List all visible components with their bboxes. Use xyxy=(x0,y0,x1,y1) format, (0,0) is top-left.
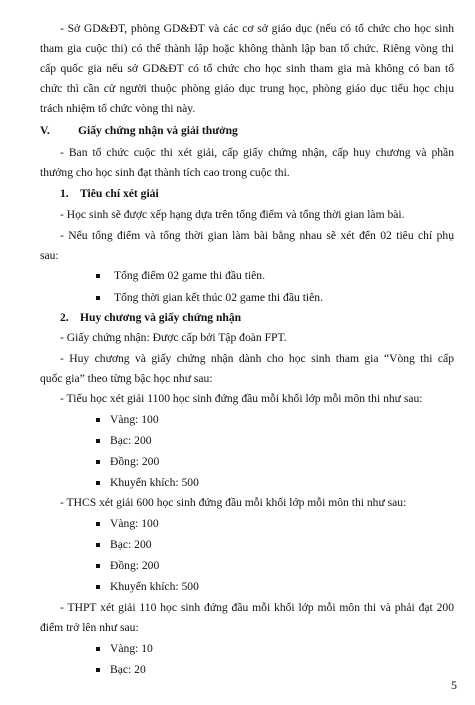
bullet-square-icon xyxy=(96,522,100,526)
subsection-title: Tiêu chí xét giải xyxy=(80,187,159,200)
bullet-item: Bạc: 20 xyxy=(110,663,146,676)
bullet-item: Đồng: 200 xyxy=(110,559,160,572)
paragraph-line: chức thì cần cử người thuộc phòng giáo dục trung học, phòng giáo dục tiểu học chịu xyxy=(40,82,454,95)
bullet-square-icon xyxy=(96,418,100,422)
bullet-item: Vàng: 100 xyxy=(110,413,159,426)
subsection-title: Huy chương và giấy chứng nhận xyxy=(80,311,242,324)
list-line: - THCS xét giải 600 học sinh đứng đầu mỗi khối lớp mỗi môn thi như sau: xyxy=(60,496,407,509)
bullet-item: Bạc: 200 xyxy=(110,538,152,551)
subsection-number: 2. xyxy=(60,311,69,324)
bullet-square-icon xyxy=(96,585,100,589)
list-line: - THPT xét giải 110 học sinh đứng đầu mỗi khối lớp mỗi môn thi và phải đạt 200 xyxy=(60,601,454,614)
bullet-item: Khuyến khích: 500 xyxy=(110,580,199,593)
bullet-square-icon xyxy=(96,296,100,300)
bullet-square-icon xyxy=(96,481,100,485)
bullet-item: Khuyến khích: 500 xyxy=(110,476,199,489)
bullet-square-icon xyxy=(96,274,100,278)
bullet-item: Vàng: 10 xyxy=(110,642,153,655)
paragraph-line: - Ban tổ chức cuộc thi xét giải, cấp giấy chứng nhận, cấp huy chương và phần xyxy=(60,146,454,159)
bullet-square-icon xyxy=(96,647,100,651)
list-line: - Nếu tổng điểm và tổng thời gian làm bài bằng nhau sẽ xét đến 02 tiêu chí phụ xyxy=(60,229,454,242)
paragraph-line: cấp quốc gia nếu sở GD&ĐT có tổ chức cho học sinh tham gia mà không có ban tổ xyxy=(40,62,454,75)
subsection-number: 1. xyxy=(60,187,69,200)
list-line: - Tiểu học xét giải 1100 học sinh đứng đầu mỗi khối lớp mỗi môn thi như sau: xyxy=(60,392,423,405)
bullet-square-icon xyxy=(96,439,100,443)
bullet-square-icon xyxy=(96,543,100,547)
bullet-item: Vàng: 100 xyxy=(110,517,159,530)
paragraph-line: tham gia cuộc thi) có thể thành lập hoặc không thành lập ban tổ chức. Riêng vòng thi xyxy=(40,42,454,55)
list-line: - Huy chương và giấy chứng nhận dành cho học sinh tham gia “Vòng thi cấp xyxy=(60,352,454,365)
list-line: - Học sinh sẽ được xếp hạng dựa trên tổng điểm và tổng thời gian làm bài. xyxy=(60,208,405,221)
list-line: sau: xyxy=(40,249,59,262)
section-number: V. xyxy=(40,124,50,137)
list-line: điểm trở lên như sau: xyxy=(40,621,139,634)
bullet-item: Đồng: 200 xyxy=(110,455,160,468)
paragraph-line: trách nhiệm tổ chức vòng thi này. xyxy=(40,102,196,115)
paragraph-line: thưởng cho học sinh đạt thành tích cao trong cuộc thi. xyxy=(40,166,290,179)
bullet-square-icon xyxy=(96,460,100,464)
paragraph-line: - Sở GD&ĐT, phòng GD&ĐT và các cơ sở giáo dục (nếu có tổ chức cho học sinh xyxy=(60,22,454,35)
bullet-square-icon xyxy=(96,564,100,568)
bullet-item: Tổng thời gian kết thúc 02 game thi đầu tiên. xyxy=(114,291,323,304)
bullet-square-icon xyxy=(96,668,100,672)
bullet-item: Tổng điểm 02 game thi đầu tiên. xyxy=(114,269,266,282)
bullet-item: Bạc: 200 xyxy=(110,434,152,447)
list-line: - Giấy chứng nhận: Được cấp bởi Tập đoàn FPT. xyxy=(60,331,287,344)
page-number: 5 xyxy=(451,678,457,692)
list-line: quốc gia” theo từng bậc học như sau: xyxy=(40,372,213,385)
section-title: Giấy chứng nhận và giải thưởng xyxy=(78,124,238,137)
